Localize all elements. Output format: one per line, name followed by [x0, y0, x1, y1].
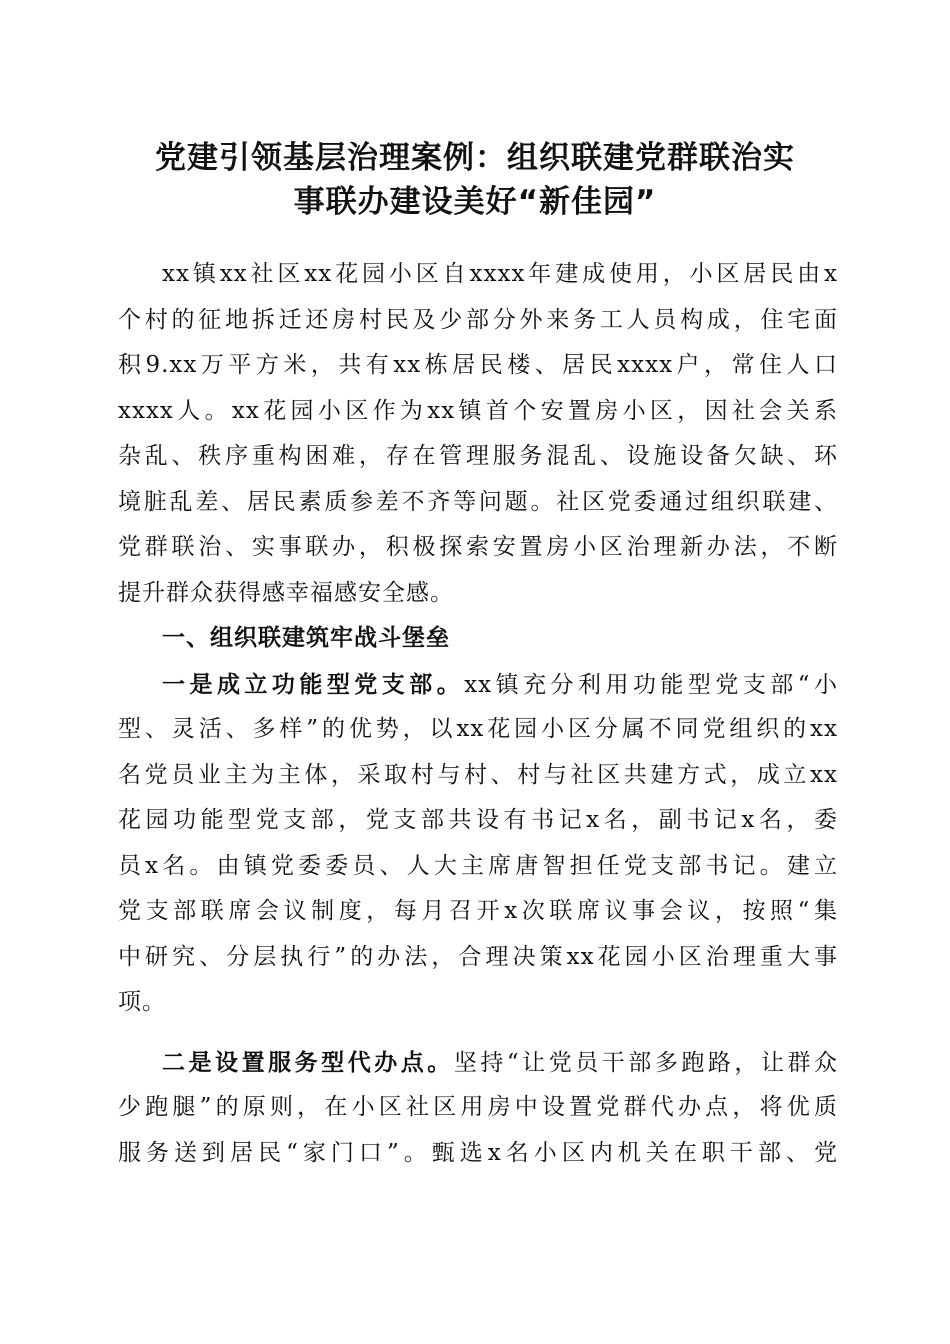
intro-line: 积9.xx万平方米，共有xx栋居民楼、居民xxxx户，常住人口 — [118, 352, 838, 378]
paragraph-line: 少跑腿”的原则，在小区社区用房中设置党群代办点，将优质 — [118, 1094, 838, 1120]
document-title-line-1: 党建引领基层治理案例：组织联建党群联治实 — [155, 140, 795, 176]
document-body — [118, 252, 838, 1176]
intro-line: 个村的征地拆迁还房村民及少部分外来务工人员构成，住宅面 — [118, 306, 838, 333]
section-heading: 一、组织联建筑牢战斗堡垒 — [162, 625, 450, 651]
paragraph-line — [118, 1040, 838, 1086]
paragraph-line: 党支部联席会议制度，每月召开x次联席议事会议，按照“集 — [118, 898, 838, 924]
paragraph-line: 花园功能型党支部，党支部共设有书记x名，副书记x名，委 — [118, 807, 838, 833]
paragraph-line: 中研究、分层执行”的办法，合理决策xx花园小区治理重大事 — [118, 943, 838, 970]
paragraph-text: xx镇充分利用功能型党支部“小 — [464, 671, 839, 698]
intro-line: 杂乱、秩序重构困难，存在管理服务混乱、设施设备欠缺、环 — [118, 443, 838, 469]
intro-line: 提升群众获得感幸福感安全感。 — [118, 579, 454, 606]
paragraph-line — [118, 662, 838, 708]
paragraph-line: 名党员业主为主体，采取村与村、村与社区共建方式，成立xx — [118, 761, 838, 788]
paragraph-line: 员x名。由镇党委委员、人大主席唐智担任党支部书记。建立 — [118, 852, 838, 879]
paragraph-line: 服务送到居民“家门口”。甄选x名小区内机关在职干部、党 — [118, 1139, 838, 1166]
intro-line: 党群联治、实事联办，积极探索安置房小区治理新办法，不断 — [118, 534, 838, 560]
paragraph-text: 坚持“让党员干部多跑路，让群众 — [453, 1049, 838, 1076]
intro-line: 境脏乱差、居民素质参差不齐等问题。社区党委通过组织联建、 — [118, 488, 838, 515]
intro-line: xx镇xx社区xx花园小区自xxxx年建成使用，小区居民由x — [162, 261, 838, 287]
paragraph-line: 型、灵活、多样”的优势，以xx花园小区分属不同党组织的xx — [118, 716, 838, 742]
intro-line: xxxx人。xx花园小区作为xx镇首个安置房小区，因社会关系 — [118, 397, 838, 424]
paragraph-gap — [118, 1026, 838, 1040]
document-title-line-2: 事联办建设美好“新佳园” — [293, 184, 657, 220]
paragraph-lead: 二是设置服务型代办点。 — [162, 1048, 454, 1076]
paragraph-line: 项。 — [118, 989, 166, 1015]
paragraph-lead: 一是成立功能型党支部。 — [162, 670, 465, 698]
